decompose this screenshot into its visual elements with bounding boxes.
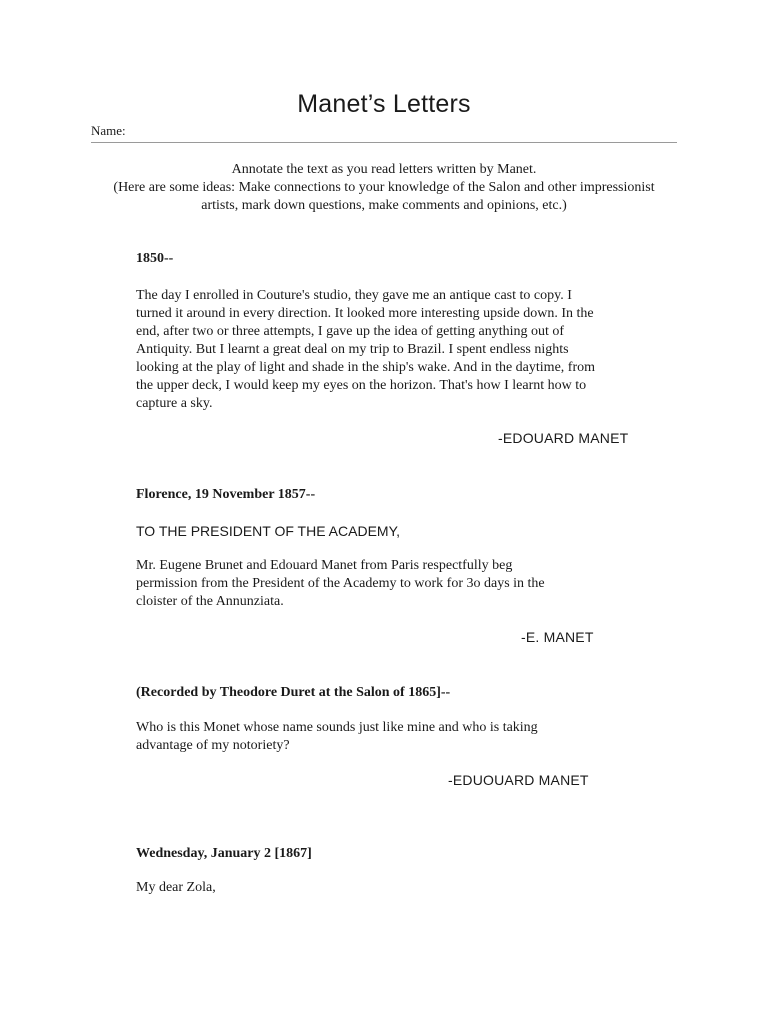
instructions — [88, 161, 680, 215]
letter-1857-heading: Florence, 19 November 1857-- — [136, 487, 316, 502]
name-label: Name: — [91, 123, 126, 138]
text-line: advantage of my notoriety? — [136, 738, 290, 753]
text-line: My dear Zola, — [136, 880, 216, 895]
text-line: permission from the President of the Academy to work for 3o days in the — [136, 576, 545, 591]
text-line: cloister of the Annunziata. — [136, 594, 284, 609]
text-line: the upper deck, I would keep my eyes on the horizon. That's how I learnt how to — [136, 378, 587, 393]
signature: -E. MANET — [521, 629, 594, 645]
signature: -EDUOUARD MANET — [448, 772, 589, 788]
text-line: The day I enrolled in Couture's studio, they gave me an antique cast to copy. I — [136, 288, 572, 303]
instructions-line: Annotate the text as you read letters written by Manet. — [231, 162, 537, 177]
signature: -EDOUARD MANET — [498, 430, 629, 446]
instructions-line: artists, mark down questions, make comments and opinions, etc.) — [201, 198, 567, 213]
letter-salutation: TO THE PRESIDENT OF THE ACADEMY, — [136, 523, 400, 539]
text-line: Mr. Eugene Brunet and Edouard Manet from Paris respectfully beg — [136, 558, 513, 573]
text-line: looking at the play of light and shade in the ship's wake. And in the daytime, from — [136, 360, 595, 375]
text-line: Who is this Monet whose name sounds just like mine and who is taking — [136, 720, 538, 735]
letter-1857-body — [136, 557, 636, 611]
letter-1867-body — [136, 879, 636, 897]
letter-1865-body — [136, 719, 636, 755]
text-line: end, after two or three attempts, I gave up the idea of getting anything out of — [136, 324, 565, 339]
instructions-line: (Here are some ideas: Make connections to your knowledge of the Salon and other impressionist — [113, 180, 655, 195]
letter-1850-heading: 1850-- — [136, 251, 174, 266]
text-line: capture a sky. — [136, 396, 213, 411]
page-title: Manet’s Letters — [297, 90, 471, 118]
letter-1865-heading: (Recorded by Theodore Duret at the Salon of 1865]-- — [136, 685, 451, 700]
text-line: turned it around in every direction. It looked more interesting upside down. In the — [136, 306, 594, 321]
letter-1867-heading: Wednesday, January 2 [1867] — [136, 846, 312, 861]
text-line: Antiquity. But I learnt a great deal on my trip to Brazil. I spent endless nights — [136, 342, 569, 357]
name-field[interactable] — [91, 123, 677, 143]
letter-1850-body — [136, 287, 636, 413]
